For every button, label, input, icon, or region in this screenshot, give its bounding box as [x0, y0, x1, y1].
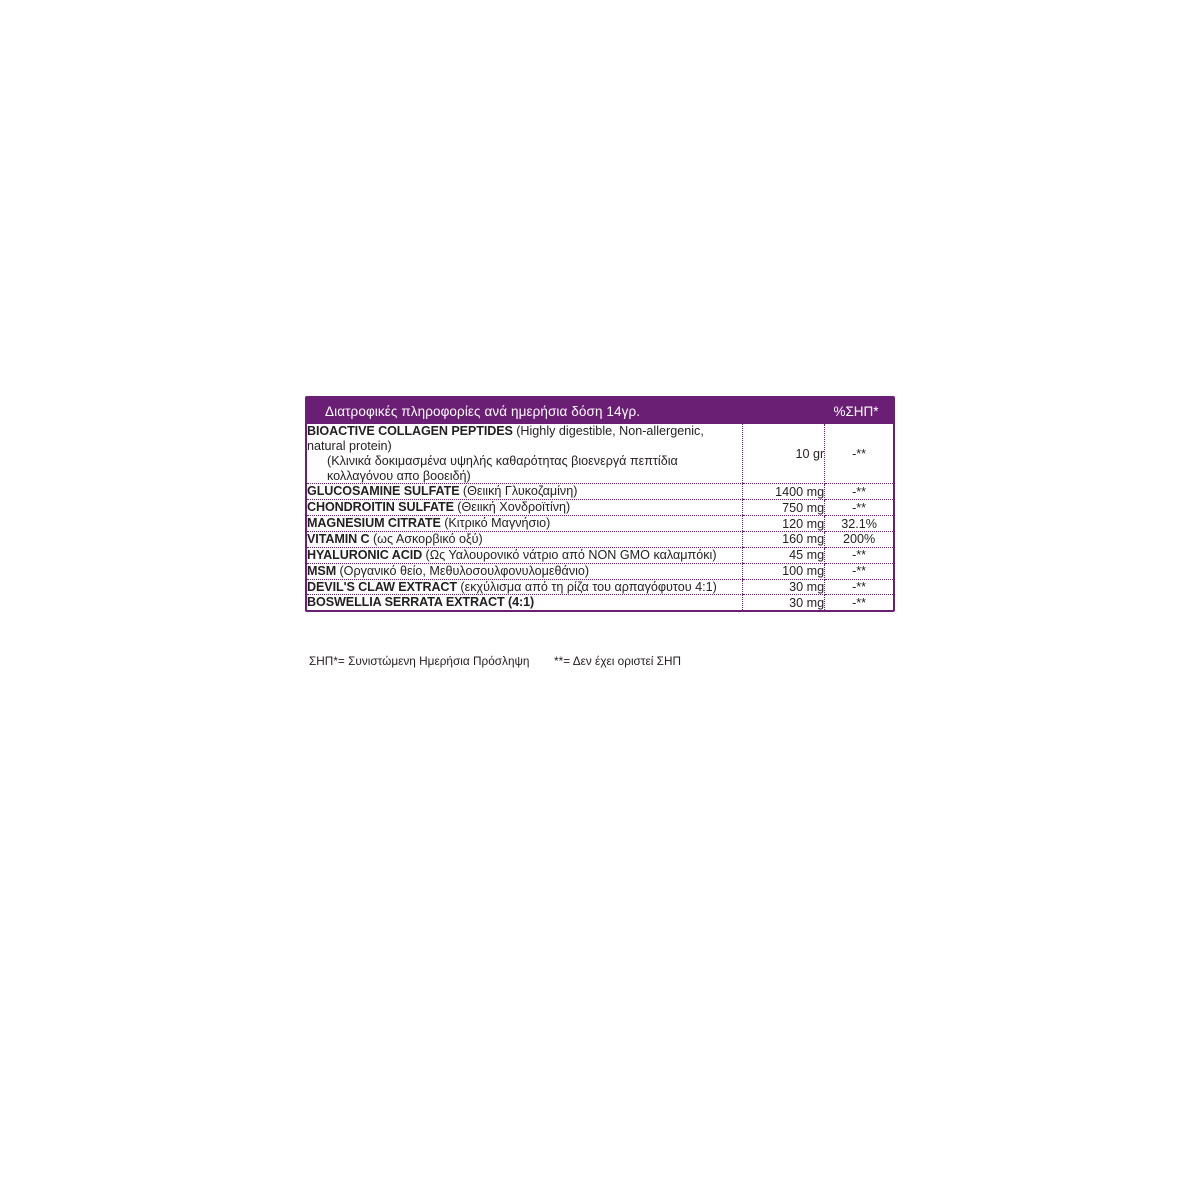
ingredient-amount: 30 mg [743, 595, 825, 610]
ingredient-name: DEVIL'S CLAW EXTRACT [307, 579, 461, 594]
ingredient-rdi: -** [852, 595, 867, 610]
ingredient-name-cell [307, 579, 743, 595]
ingredient-name-cell [307, 595, 743, 610]
table-row [307, 516, 893, 532]
ingredient-rdi: -** [825, 579, 893, 595]
nutrition-table-body [307, 424, 893, 610]
table-row [307, 532, 893, 548]
ingredient-rdi: 32.1% [825, 516, 893, 532]
table-row [307, 547, 893, 563]
table-row [307, 500, 893, 516]
ingredient-rdi: -** [825, 547, 893, 563]
ingredient-name-cell [307, 547, 743, 563]
ingredient-amount: 30 mg [743, 579, 825, 595]
ingredient-name: BIOACTIVE COLLAGEN PEPTIDES [307, 424, 517, 438]
ingredient-description: (Highly digestible, Non-allergenic, natural protein) [307, 424, 704, 453]
table-row [307, 595, 893, 610]
panel-header-rdi-label: %ΣΗΠ* [833, 403, 879, 419]
table-row [307, 579, 893, 595]
footnote [309, 654, 681, 668]
ingredient-name: MSM [307, 563, 340, 578]
ingredient-amount: 10 gr [743, 424, 825, 484]
ingredient-rdi: -** [825, 563, 893, 579]
ingredient-name: BOSWELLIA SERRATA EXTRACT (4:1) [307, 595, 535, 610]
footnote-rdi-definition: ΣΗΠ*= Συνιστώμενη Ημερήσια Πρόσληψη [309, 654, 530, 668]
ingredient-amount: 45 mg [743, 547, 825, 563]
ingredient-name: GLUCOSAMINE SULFATE [307, 484, 463, 499]
ingredient-amount: 750 mg [743, 500, 825, 516]
ingredient-rdi: -** [825, 500, 893, 516]
ingredient-name-cell [307, 516, 743, 532]
ingredient-rdi: 200% [825, 532, 893, 548]
table-row [307, 563, 893, 579]
ingredient-name: VITAMIN C [307, 532, 373, 547]
ingredient-description: (εκχύλισμα από τη ρίζα του αρπαγόφυτου 4:1) [460, 579, 717, 594]
ingredient-description: (Θειική Χονδροϊτίνη) [457, 500, 571, 515]
ingredient-name: MAGNESIUM CITRATE [307, 516, 445, 531]
ingredient-description: (Κιτρικό Μαγνήσιο) [444, 516, 551, 531]
ingredient-description: (ως Ασκορβικό οξύ) [372, 532, 483, 547]
ingredient-name-cell [307, 484, 743, 500]
ingredient-name-cell [307, 424, 743, 484]
ingredient-name-cell [307, 532, 743, 548]
nutrition-facts-panel [305, 396, 895, 612]
ingredient-rdi: -** [825, 484, 893, 500]
ingredient-name-cell [307, 500, 743, 516]
ingredient-name: HYALURONIC ACID [307, 547, 426, 562]
ingredient-description: (Ως Υαλουρονικό νάτριο από NON GMO καλαμπόκι) [425, 547, 717, 562]
table-row [307, 484, 893, 500]
ingredient-amount: 120 mg [743, 516, 825, 532]
ingredient-name: CHONDROITIN SULFATE [307, 500, 458, 515]
ingredient-description: (Θειική Γλυκοζαμίνη) [462, 484, 578, 499]
footnote-no-rdi-note: **= Δεν έχει οριστεί ΣΗΠ [554, 654, 681, 668]
ingredient-amount: 1400 mg [743, 484, 825, 500]
ingredient-amount: 100 mg [743, 563, 825, 579]
ingredient-name-cell [307, 563, 743, 579]
ingredient-amount: 160 mg [743, 532, 825, 548]
table-row [307, 424, 893, 484]
ingredient-description: (Οργανικό θείο, Μεθυλοσουλφονυλομεθάνιο) [339, 563, 590, 578]
ingredient-rdi: -** [825, 424, 893, 484]
ingredient-description-greek: (Κλινικά δοκιμασμένα υψηλής καθαρότητας βιοενεργά πεπτίδια κολλαγόνου απο βοοειδή) [327, 453, 678, 483]
panel-header [307, 398, 893, 424]
nutrition-table [307, 424, 893, 610]
panel-header-title: Διατροφικές πληροφορίες ανά ημερήσια δόση 14γρ. [325, 403, 641, 419]
